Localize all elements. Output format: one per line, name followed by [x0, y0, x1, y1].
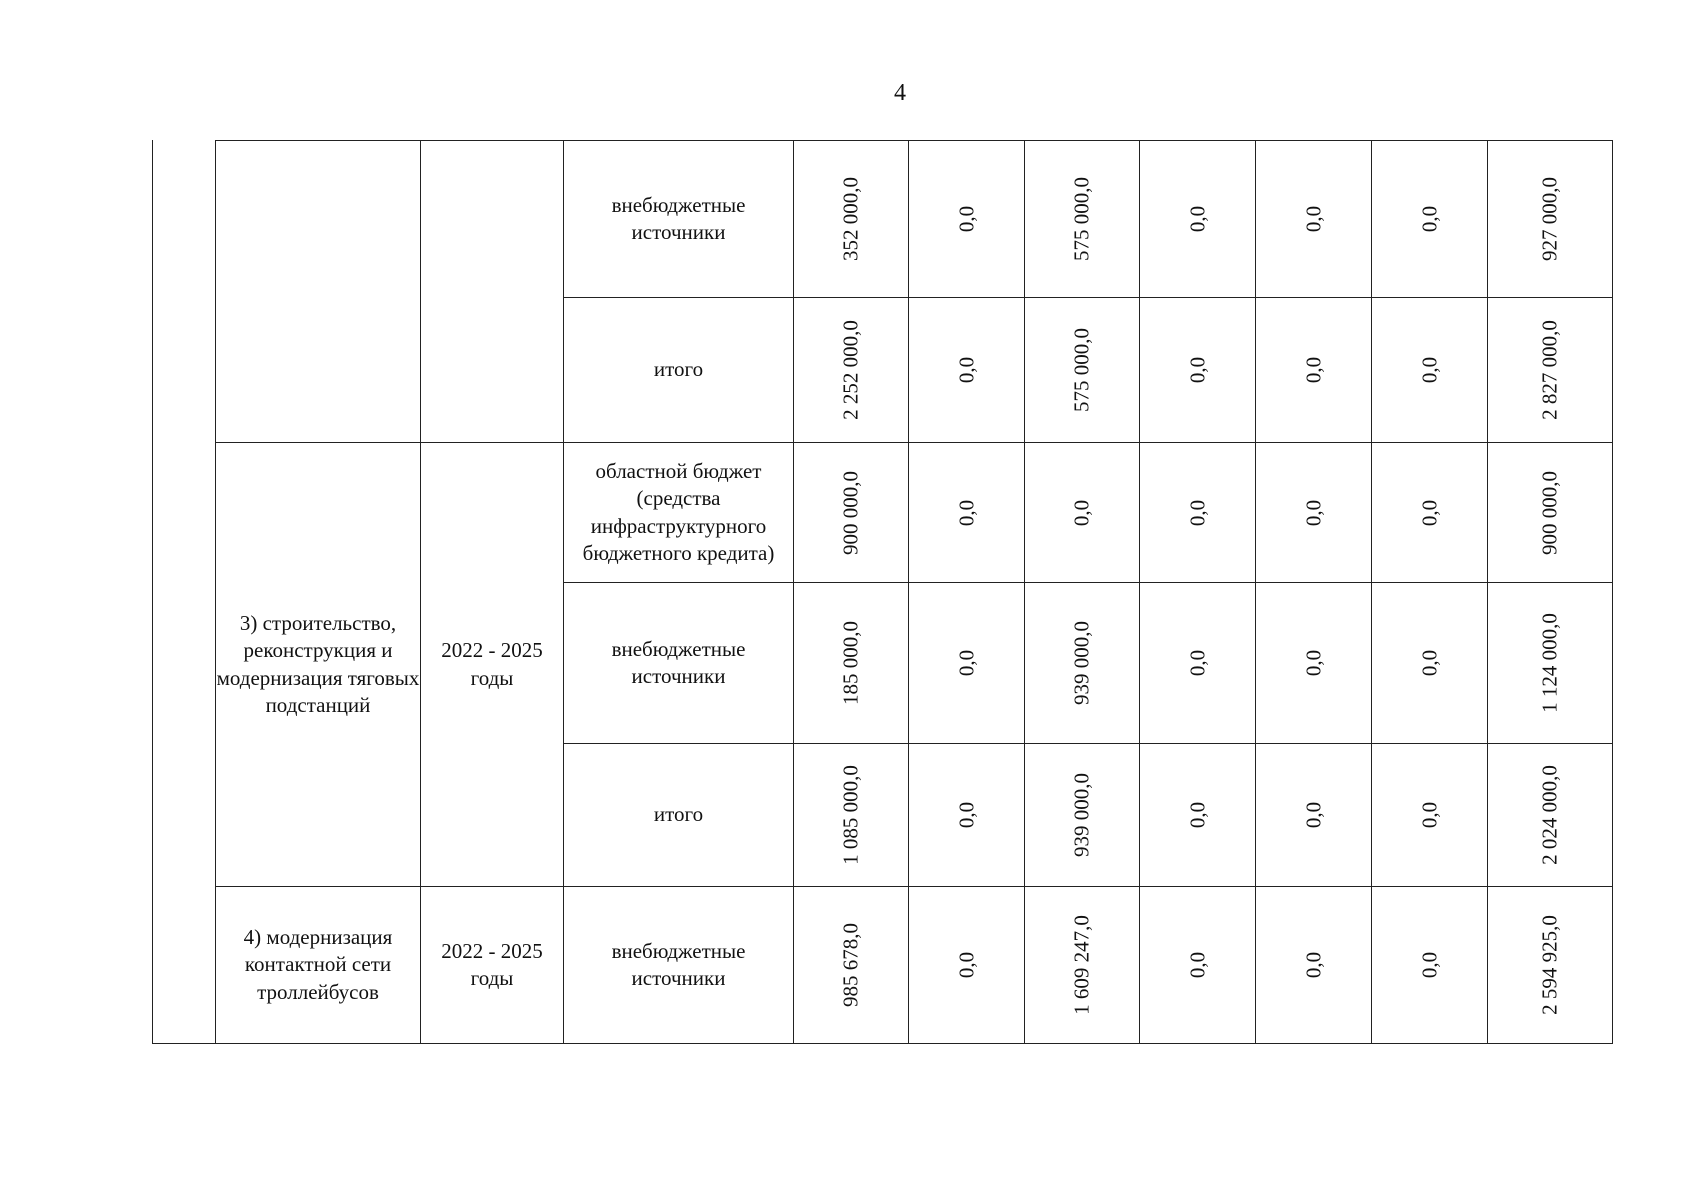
source-cell: итого — [564, 744, 794, 887]
total-cell: 2 594 925,0 — [1488, 887, 1613, 1044]
page-number: 4 — [894, 80, 906, 106]
period-cell-empty — [421, 141, 564, 443]
value-cell: 939 000,0 — [1025, 744, 1140, 887]
value-cell: 0,0 — [1256, 887, 1372, 1044]
value-cell: 0,0 — [1256, 298, 1372, 443]
budget-table — [215, 140, 1613, 1044]
value-cell: 0,0 — [1372, 298, 1488, 443]
source-cell: областной бюджет (средства инфраструктурного бюджетного кредита) — [564, 443, 794, 583]
table-row — [216, 887, 1613, 1044]
value-cell: 0,0 — [1140, 141, 1256, 298]
value-cell: 0,0 — [909, 443, 1025, 583]
measure-cell: 3) строительство, реконструкция и модернизация тяговых подстанций — [216, 443, 421, 887]
total-cell: 900 000,0 — [1488, 443, 1613, 583]
value-cell: 0,0 — [1140, 887, 1256, 1044]
bottom-margin-rule — [152, 1043, 216, 1044]
value-cell: 1 609 247,0 — [1025, 887, 1140, 1044]
value-cell: 0,0 — [1025, 443, 1140, 583]
value-cell: 0,0 — [1140, 298, 1256, 443]
value-cell: 985 678,0 — [794, 887, 909, 1044]
value-cell: 2 252 000,0 — [794, 298, 909, 443]
source-cell: внебюджетные источники — [564, 583, 794, 744]
value-cell: 0,0 — [1372, 744, 1488, 887]
measure-cell: 4) модернизация контактной сети троллейбусов — [216, 887, 421, 1044]
value-cell: 0,0 — [1372, 141, 1488, 298]
value-cell: 0,0 — [1372, 887, 1488, 1044]
table-row — [216, 443, 1613, 583]
left-margin-rule — [152, 140, 153, 1044]
source-cell: итого — [564, 298, 794, 443]
value-cell: 0,0 — [909, 141, 1025, 298]
value-cell: 575 000,0 — [1025, 141, 1140, 298]
value-cell: 0,0 — [1372, 583, 1488, 744]
value-cell: 0,0 — [1256, 141, 1372, 298]
value-cell: 0,0 — [909, 583, 1025, 744]
value-cell: 352 000,0 — [794, 141, 909, 298]
table-row — [216, 141, 1613, 298]
period-cell: 2022 - 2025 годы — [421, 887, 564, 1044]
value-cell: 0,0 — [1372, 443, 1488, 583]
value-cell: 0,0 — [1256, 744, 1372, 887]
source-cell: внебюджетные источники — [564, 887, 794, 1044]
value-cell: 1 085 000,0 — [794, 744, 909, 887]
period-cell: 2022 - 2025 годы — [421, 443, 564, 887]
value-cell: 0,0 — [909, 298, 1025, 443]
total-cell: 2 024 000,0 — [1488, 744, 1613, 887]
value-cell: 0,0 — [1256, 583, 1372, 744]
measure-cell-empty — [216, 141, 421, 443]
source-cell: внебюджетные источники — [564, 141, 794, 298]
value-cell: 0,0 — [1140, 744, 1256, 887]
value-cell: 0,0 — [909, 887, 1025, 1044]
total-cell: 927 000,0 — [1488, 141, 1613, 298]
value-cell: 900 000,0 — [794, 443, 909, 583]
value-cell: 939 000,0 — [1025, 583, 1140, 744]
total-cell: 2 827 000,0 — [1488, 298, 1613, 443]
value-cell: 0,0 — [1256, 443, 1372, 583]
value-cell: 0,0 — [1140, 443, 1256, 583]
total-cell: 1 124 000,0 — [1488, 583, 1613, 744]
value-cell: 575 000,0 — [1025, 298, 1140, 443]
value-cell: 185 000,0 — [794, 583, 909, 744]
value-cell: 0,0 — [909, 744, 1025, 887]
value-cell: 0,0 — [1140, 583, 1256, 744]
